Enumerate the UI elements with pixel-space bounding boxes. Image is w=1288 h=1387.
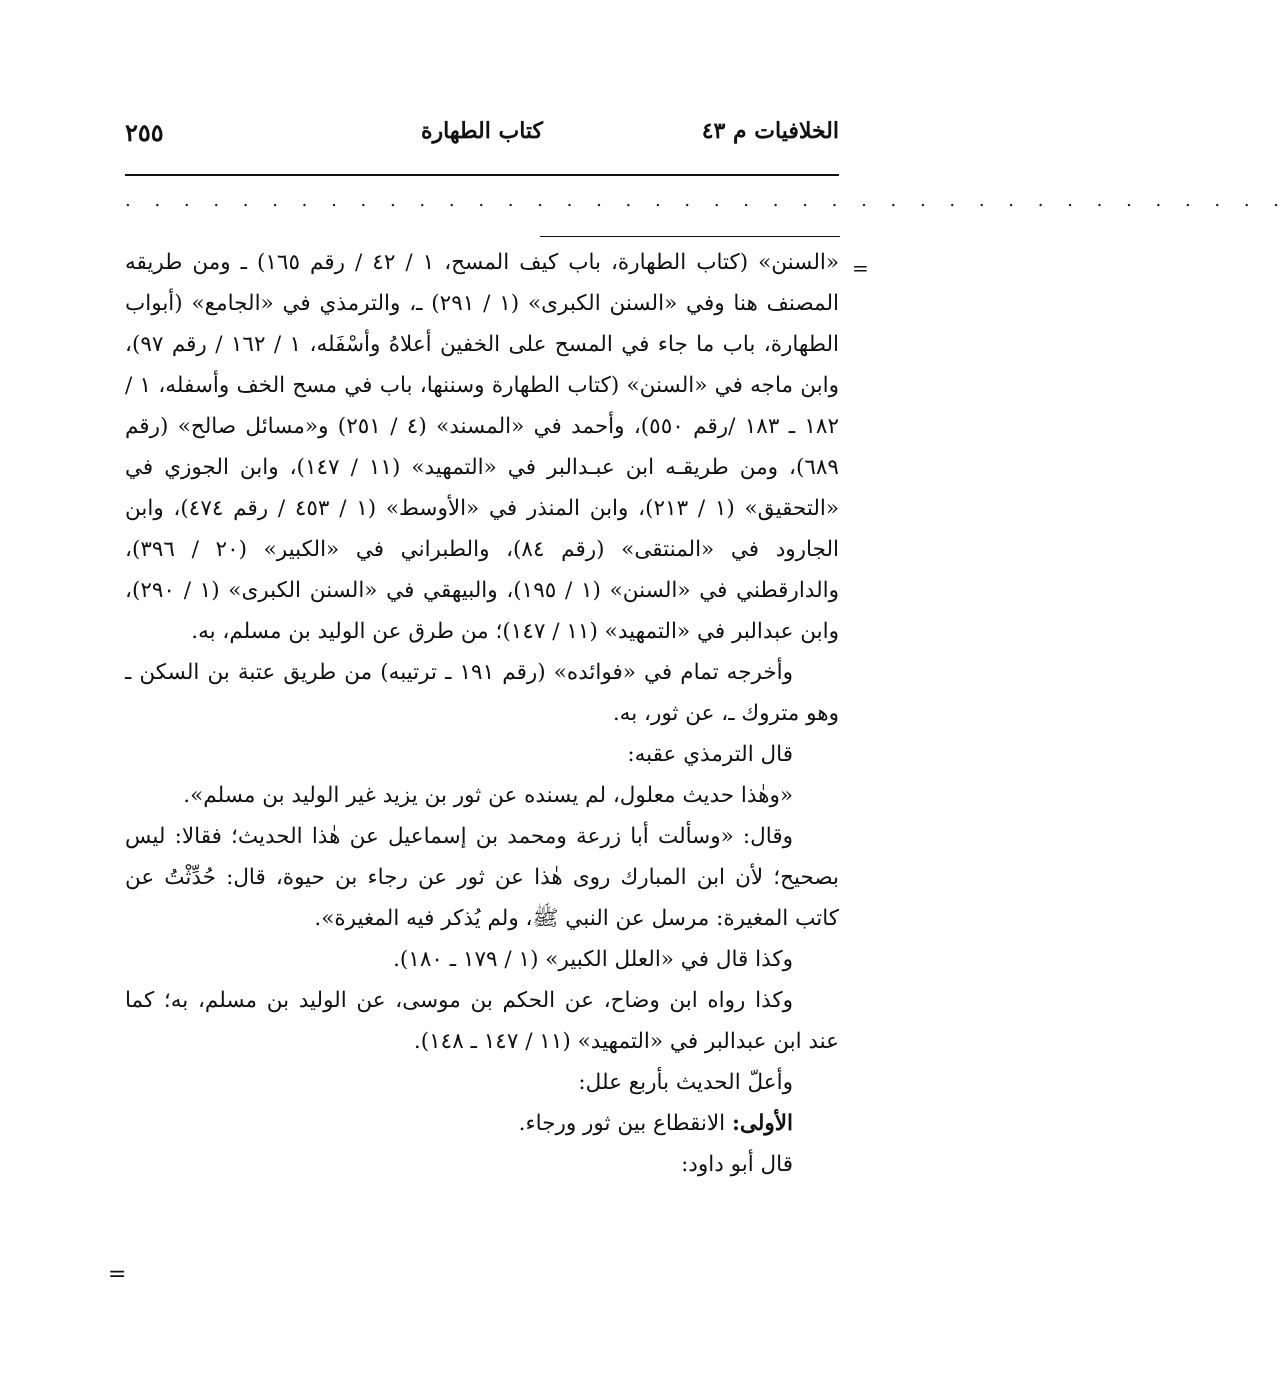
continuation-mark: = — [852, 256, 869, 280]
paragraph-abu-zurah: وقال: «وسألت أبا زرعة ومحمد بن إسماعيل عن هٰذا الحديث؛ فقالا: ليس بصحيح؛ لأن ابن المبارك روى هٰذا عن ثور عن رجاء بن حيوة، قال: حُدِّثْتُ عن كاتب المغيرة: مرسل عن النبي ﷺ، ولم يُذكر فيه المغيرة». — [125, 824, 839, 931]
paragraph-ilal: وكذا قال في «العلل الكبير» (١ / ١٧٩ ـ ١٨٠). — [393, 947, 793, 972]
end-continuation-mark: = — [108, 1262, 127, 1287]
running-title-chapter: كتاب الطهارة — [420, 118, 544, 144]
paragraph-ibn-waddah: وكذا رواه ابن وضاح، عن الحكم بن موسى، عن الوليد بن مسلم، به؛ كما عند ابن عبدالبر في «التمهيد» (١١ / ١٤٧ ـ ١٤٨). — [125, 988, 839, 1054]
running-title-book: الخلافيات م ٤٣ — [701, 118, 839, 144]
paragraph-tammam: وأخرجه تمام في «فوائده» (رقم ١٩١ ـ ترتيبه) من طريق عتبة بن السكن ـ وهو متروك ـ، عن ثور، به. — [125, 660, 839, 726]
paragraph-sources: «السنن» (كتاب الطهارة، باب كيف المسح، ١ / ٤٢ / رقم ١٦٥) ـ ومن طريقه المصنف هنا وفي «السنن الكبرى» (١ / ٢٩١) ـ، والترمذي في «الجامع» (أبواب الطهارة، باب ما جاء في المسح على الخفين أعلاهُ وأسْفَله، ١ / ١٦٢ / رقم ٩٧)، وابن ماجه في «السنن» (كتاب الطهارة وسننها، باب في مسح الخف وأسفله، ١ / ١٨٢ ـ ١٨٣ /رقم ٥٥٠)، وأحمد في «المسند» (٤ / ٢٥١) و«مسائل صالح» (رقم ٦٨٩)، ومن طريقـه ابن عبـدالبر في «التمهيد» (١١ / ١٤٧)، وابن الجوزي في «التحقيق» (١ / ٢١٣)، وابن المنذر في «الأوسط» (١ / ٤٥٣ / رقم ٤٧٤)، وابن الجارود في «المنتقى» (رقم ٨٤)، والطبراني في «الكبير» (٢٠ / ٣٩٦)، والدارقطني في «السنن» (١ / ١٩٥)، والبيهقي في «السنن الكبرى» (١ / ٢٩٠)، وابن عبدالبر في «التمهيد» (١١ / ١٤٧)؛ من طرق عن الوليد بن مسلم، به. — [125, 250, 840, 644]
paragraph-abu-dawud: قال أبو داود: — [681, 1152, 793, 1177]
page-number: ٢٥٥ — [125, 118, 164, 147]
dotted-separator: . . . . . . . . . . . . . . . . . . . . . . . . . . . . . . . . . . . . . . . . — [125, 190, 1288, 211]
footnote-body — [125, 242, 839, 1185]
first-cause-label: الأولى: — [731, 1111, 793, 1136]
paragraph-tirmidhi-intro: قال الترمذي عقبه: — [627, 742, 793, 767]
paragraph-first-cause — [125, 1103, 839, 1144]
paragraph-tirmidhi-quote: «وهٰذا حديث معلول، لم يسنده عن ثور بن يزيد غير الوليد بن مسلم». — [183, 783, 793, 808]
first-cause-text: الانقطاع بين ثور ورجاء. — [518, 1111, 732, 1136]
footnote-rule — [540, 236, 840, 237]
page-header — [125, 118, 839, 158]
paragraph-four-causes: وأعلّ الحديث بأربع علل: — [578, 1070, 793, 1095]
header-rule — [125, 174, 839, 176]
